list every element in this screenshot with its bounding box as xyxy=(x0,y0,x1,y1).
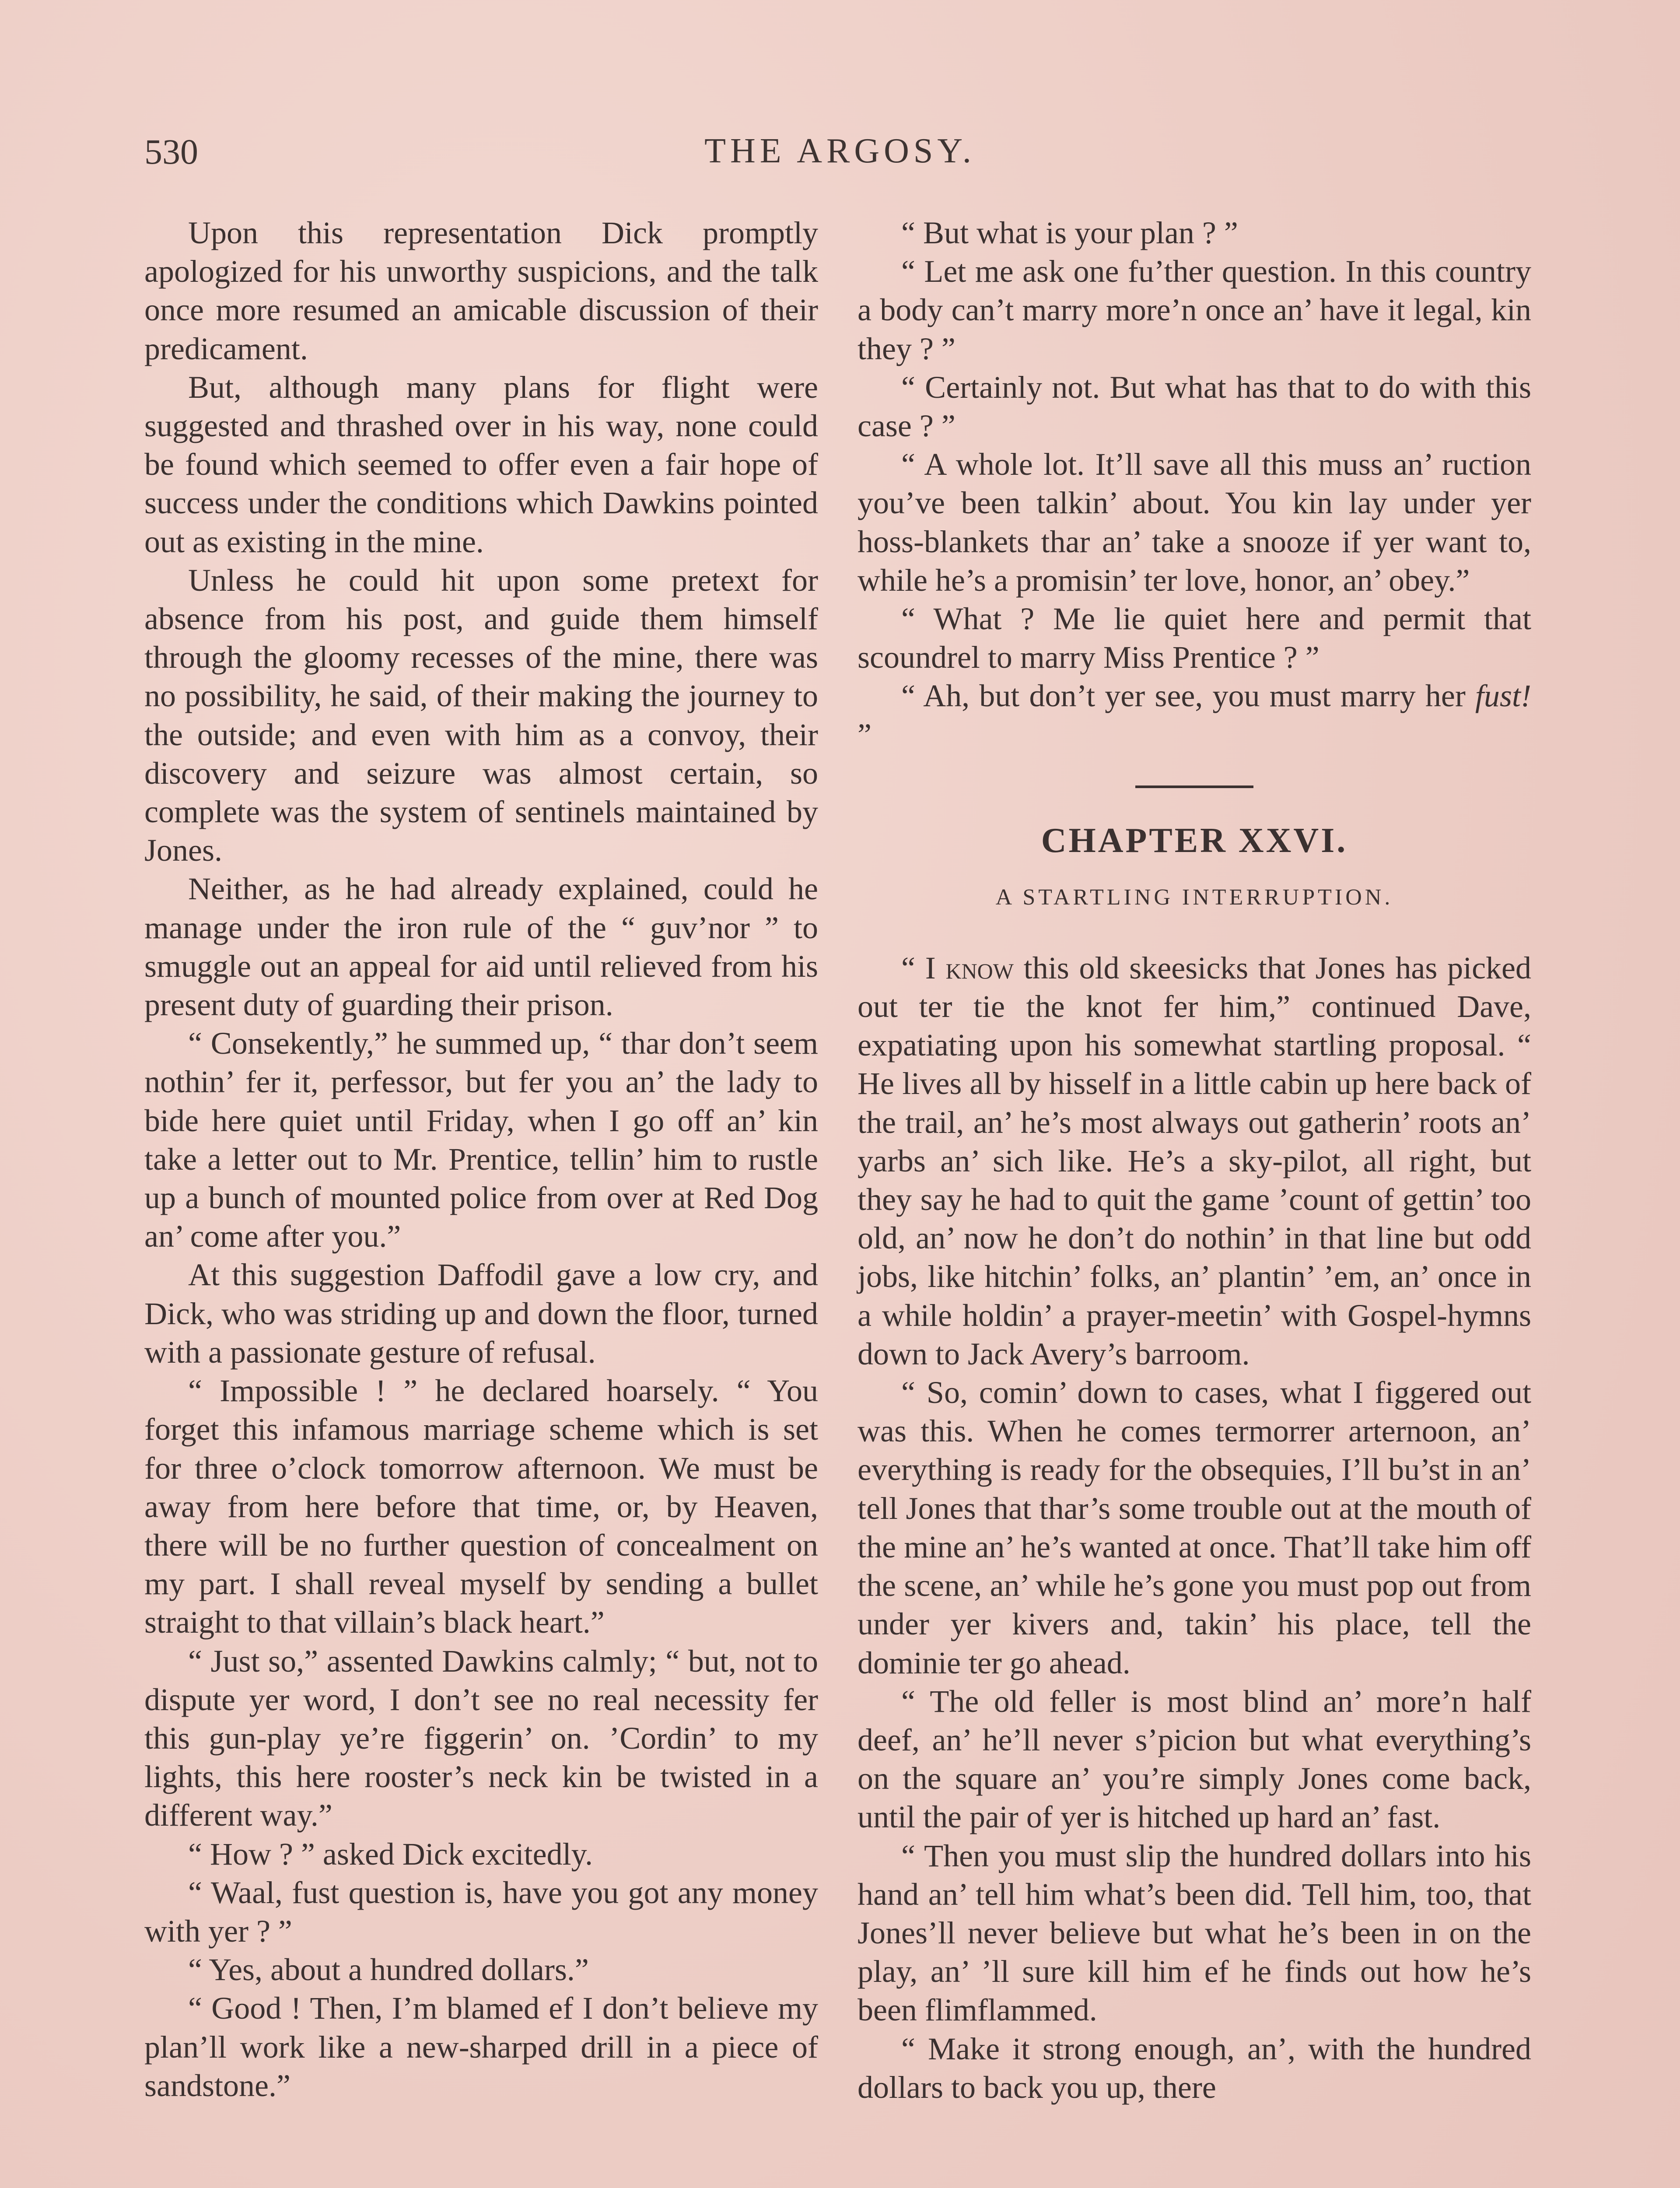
paragraph: “ Impossible ! ” he declared hoarsely. “ You forget this infamous marriage scheme which is set for three o’clock tomorrow afternoon. We must be away from here before that time, or, by Heaven, there will be no further question of concealment on my part. I shall reveal myself by sending a bullet straight to that villain’s black heart.” xyxy=(144,1373,818,1640)
chapter-opening-paragraph xyxy=(858,949,1531,1373)
paragraph: “ Waal, fust question is, have you got any money with yer ? ” xyxy=(144,1875,818,1949)
paragraph: But, although many plans for flight were suggested and thrashed over in his way, none could be found which seemed to offer even a fair hope of success under the conditions which Dawkins pointed out as existing in the mine. xyxy=(144,369,818,559)
paragraph: At this suggestion Daffodil gave a low cry, and Dick, who was striding up and down the floor, turned with a passionate gesture of refusal. xyxy=(144,1257,818,1370)
paragraph: “ Yes, about a hundred dollars.” xyxy=(188,1952,589,1988)
paragraph: “ Good ! Then, I’m blamed ef I don’t believe my plan’ll work like a new-sharped drill in a piece of sandstone.” xyxy=(144,1991,818,2103)
section-divider xyxy=(1135,785,1253,788)
running-title: THE ARGOSY. xyxy=(704,132,976,170)
paragraph-text: this old skeesicks that Jones has picked out ter tie the knot fer him,” continued Dave, expatiating upon his somewhat startling proposal. “ He lives all by hisself in a little cabin up here back of the trail, an’ he’s most always out gatherin’ roots an’ yarbs an’ sich like. He’s a sky-pilot, all right, but they say he had to quit the game ’count of gettin’ too old, an’ now he don’t do nothin’ in that line but odd jobs, like hitchin’ folks, an’ plantin’ ’em, an’ once in a while holdin’ a prayer-meetin’ with Gospel-hymns down to Jack Avery’s barroom. xyxy=(858,950,1532,1371)
paragraph: Unless he could hit upon some pretext for absence from his post, and guide them himself through the gloomy recesses of the mine, there was no possibility, he said, of their making the journey to the outside; and even with him as a convoy, their discovery and seizure was almost certain, so complete was the system of sentinels maintained by Jones. xyxy=(144,562,818,868)
paragraph: “ The old feller is most blind an’ more’n half deef, an’ he’ll never s’picion but what everything’s on the square an’ you’re simply Jones come back, until the pair of yer is hitched up hard an’ fast. xyxy=(858,1683,1531,1835)
emphasis-text: fust! xyxy=(1475,678,1531,714)
closing-quote: ” xyxy=(858,717,872,752)
paragraph: “ Just so,” assented Dawkins calmly; “ but, not to dispute yer word, I don’t see no real necessity fer this gun-play ye’re figgerin’ on. ’Cordin’ to my lights, this here rooster’s neck kin be twisted in a different way.” xyxy=(144,1643,818,1833)
chapter-heading: CHAPTER XXVI. xyxy=(1041,821,1348,860)
opening-quote: “ I xyxy=(901,950,946,985)
right-column xyxy=(858,214,1531,2107)
paragraph: “ So, comin’ down to cases, what I figgered out was this. When he comes termorrer arternoon, an’ everything is ready for the obsequies, I’ll bu’st in an’ tell Jones that thar’s some trouble out at the mouth of the mine an’ he’s wanted at once. That’ll take him off the scene, an’ while he’s gone you must pop out from under yer kivers and, takin’ his place, tell the dominie ter go ahead. xyxy=(858,1375,1531,1680)
chapter-subtitle: A STARTLING INTERRUPTION. xyxy=(995,884,1393,910)
page-number: 530 xyxy=(144,132,198,172)
paragraph: “ Then you must slip the hundred dollars into his hand an’ tell him what’s been did. Tell him, too, that Jones’ll never believe but what he’s been in on the play, an’ ’ll sure kill him ef he finds out how he’s been flimflammed. xyxy=(858,1838,1531,2028)
small-caps-word: know xyxy=(945,950,1014,985)
paragraph: Neither, as he had already explained, could he manage under the iron rule of the “ guv’nor ” to smuggle out an appeal for aid until relieved from his present duty of guarding their prison. xyxy=(144,871,818,1023)
paragraph: “ Certainly not. But what has that to do with this case ? ” xyxy=(858,369,1531,444)
paragraph: “ A whole lot. It’ll save all this muss an’ ruction you’ve been talkin’ about. You kin lay under yer hoss-blankets thar an’ take a snooze if yer want to, while he’s a promisin’ ter love, honor, an’ obey.” xyxy=(858,447,1531,598)
paragraph: “ Make it strong enough, an’, with the hundred dollars to back you up, there xyxy=(858,2031,1531,2105)
left-column xyxy=(144,214,818,2105)
paragraph: “ But what is your plan ? ” xyxy=(901,215,1238,250)
paragraph: “ Let me ask one fu’ther question. In this country a body can’t marry more’n once an’ have it legal, kin they ? ” xyxy=(858,254,1531,366)
paragraph: “ Consekently,” he summed up, “ thar don’t seem nothin’ fer it, perfessor, but fer you an’ the lady to bide here quiet until Friday, when I go off an’ kin take a letter out to Mr. Prentice, tellin’ him to rustle up a bunch of mounted police from over at Red Dog an’ come after you.” xyxy=(144,1026,818,1254)
paragraph: “ How ? ” asked Dick excitedly. xyxy=(188,1836,593,1872)
paragraph: Upon this representation Dick promptly apologized for his unworthy suspicions, and the talk once more resumed an amicable discussion of their predicament. xyxy=(144,215,818,366)
paragraph xyxy=(858,677,1531,754)
paragraph: “ What ? Me lie quiet here and permit that scoundrel to marry Miss Prentice ? ” xyxy=(858,601,1531,675)
paragraph-text: “ Ah, but don’t yer see, you must marry her xyxy=(901,678,1475,714)
page-header xyxy=(0,131,1680,184)
